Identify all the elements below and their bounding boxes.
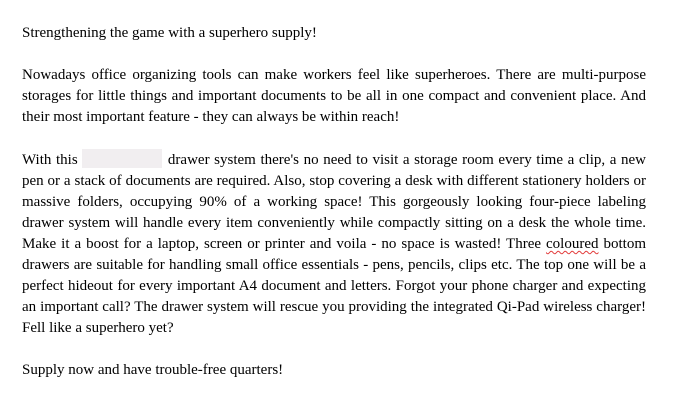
paragraph-text-middle: drawer system there's no need to visit a storage room every time a clip, a new pen or a stack of documents are required. Also, stop covering a desk with different stationery holders or massive folders, occupying 90% of a working space! This gorgeously looking four-piece labeling drawer system will handle every item conveniently while compactly sitting on a desk the whole time. Make it a boost for a laptop, screen or printer and voila - no space is wasted! Three (22, 152, 646, 252)
paragraph-product-description (22, 149, 646, 339)
paragraph-text-start: With this (22, 152, 83, 168)
redacted-product-name (82, 149, 162, 168)
closing-line: Supply now and have trouble-free quarters! (22, 362, 284, 378)
paragraph-text-end: bottom drawers are suitable for handling small office essentials - pens, pencils, clips etc. The top one will be a perfect hideout for every important A4 document and letters. Forgot your phone charger and expecting an important call? The drawer system will rescue you providing the integrated Qi-Pad wireless charger! Fell like a superhero yet? (22, 236, 646, 336)
paragraph-intro: Nowadays office organizing tools can make workers feel like superheroes. There are multi-purpose storages for little things and important documents to be all in one compact and convenient place. And their most important feature - they can always be within reach! (22, 67, 646, 125)
document-title: Strengthening the game with a superhero supply! (22, 25, 317, 41)
spellcheck-flagged-word[interactable]: coloured (546, 236, 599, 252)
